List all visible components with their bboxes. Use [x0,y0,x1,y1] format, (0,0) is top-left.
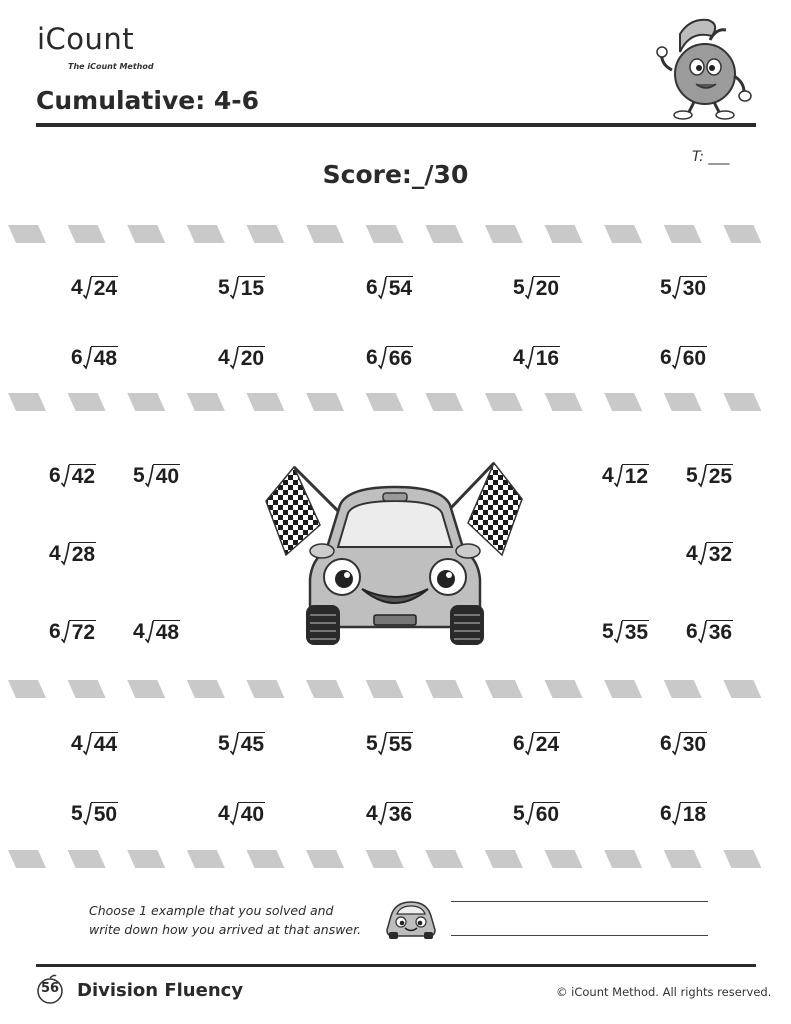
division-problem [366,802,413,828]
division-problem [49,464,96,490]
division-problem [686,620,733,646]
stripe-divider [8,680,783,698]
division-problem [218,802,265,828]
dividend: 24 [533,732,560,757]
divisor: 4 [218,346,230,369]
score-field: Score:_/30 [322,160,469,189]
divisor: 5 [513,276,525,299]
divisor: 6 [686,620,698,643]
divisor: 5 [513,802,525,825]
division-problem [660,276,707,302]
dividend: 60 [533,802,560,827]
divisor: 6 [71,346,83,369]
division-problem [513,732,560,758]
dividend: 48 [91,346,118,371]
page-number-badge [36,978,64,1006]
dividend: 16 [533,346,560,371]
dividend: 15 [238,276,265,301]
divisor: 6 [660,732,672,755]
divisor: 4 [49,542,61,565]
dividend: 50 [91,802,118,827]
division-problem [602,620,649,646]
race-car-with-checkered-flags-icon [258,455,533,655]
division-problem [686,464,733,490]
dividend: 18 [680,802,707,827]
reflection-prompt-line1: Choose 1 example that you solved and [89,903,334,918]
dividend: 60 [680,346,707,371]
divisor: 5 [218,276,230,299]
dividend: 45 [238,732,265,757]
divisor: 5 [133,464,145,487]
logo-tagline: The iCount Method [68,62,154,71]
page-number: 56 [40,981,60,996]
dividend: 20 [238,346,265,371]
timer-field: T: ___ [692,149,730,165]
divisor: 5 [366,732,378,755]
dividend: 30 [680,276,707,301]
division-problem [133,620,180,646]
stripe-divider [8,225,783,243]
dividend: 28 [69,542,96,567]
answer-line[interactable] [451,901,708,902]
section-label: Division Fluency [77,980,244,1001]
small-car-icon [381,896,441,940]
dividend: 40 [238,802,265,827]
divisor: 4 [71,732,83,755]
dividend: 32 [706,542,733,567]
divisor: 4 [602,464,614,487]
divisor: 6 [660,802,672,825]
division-problem [660,802,707,828]
divisor: 6 [49,620,61,643]
copyright: © iCount Method. All rights reserved. [556,985,772,999]
divisor: 6 [49,464,61,487]
stripe-divider [8,850,783,868]
dividend: 36 [706,620,733,645]
dividend: 44 [91,732,118,757]
divisor: 5 [602,620,614,643]
divisor: 6 [513,732,525,755]
divisor: 6 [366,276,378,299]
stripe-divider [8,393,783,411]
answer-line[interactable] [451,935,708,936]
page-title: Cumulative: 4-6 [36,86,260,115]
dividend: 55 [386,732,413,757]
dividend: 12 [622,464,649,489]
division-problem [366,732,413,758]
division-problem [513,276,560,302]
dividend: 20 [533,276,560,301]
footer-divider [36,964,756,967]
dividend: 25 [706,464,733,489]
division-problem [513,802,560,828]
division-problem [133,464,180,490]
division-problem [218,276,265,302]
division-problem [71,802,118,828]
division-problem [686,542,733,568]
division-problem [49,542,96,568]
dividend: 40 [153,464,180,489]
dividend: 35 [622,620,649,645]
divisor: 5 [71,802,83,825]
divisor: 4 [686,542,698,565]
dividend: 36 [386,802,413,827]
division-problem [49,620,96,646]
divisor: 4 [366,802,378,825]
division-problem [218,346,265,372]
apple-mascot-icon [650,12,755,120]
header-divider [36,123,756,127]
dividend: 54 [386,276,413,301]
division-problem [71,346,118,372]
divisor: 4 [133,620,145,643]
division-problem [660,346,707,372]
reflection-prompt-line2: write down how you arrived at that answer. [89,922,362,937]
divisor: 5 [660,276,672,299]
divisor: 6 [660,346,672,369]
divisor: 5 [218,732,230,755]
dividend: 42 [69,464,96,489]
divisor: 6 [366,346,378,369]
dividend: 48 [153,620,180,645]
division-problem [602,464,649,490]
division-problem [218,732,265,758]
divisor: 4 [71,276,83,299]
dividend: 72 [69,620,96,645]
dividend: 24 [91,276,118,301]
logo: iCount [37,22,135,56]
division-problem [513,346,560,372]
dividend: 66 [386,346,413,371]
divisor: 5 [686,464,698,487]
division-problem [366,276,413,302]
dividend: 30 [680,732,707,757]
division-problem [660,732,707,758]
division-problem [71,732,118,758]
divisor: 4 [218,802,230,825]
division-problem [366,346,413,372]
divisor: 4 [513,346,525,369]
division-problem [71,276,118,302]
